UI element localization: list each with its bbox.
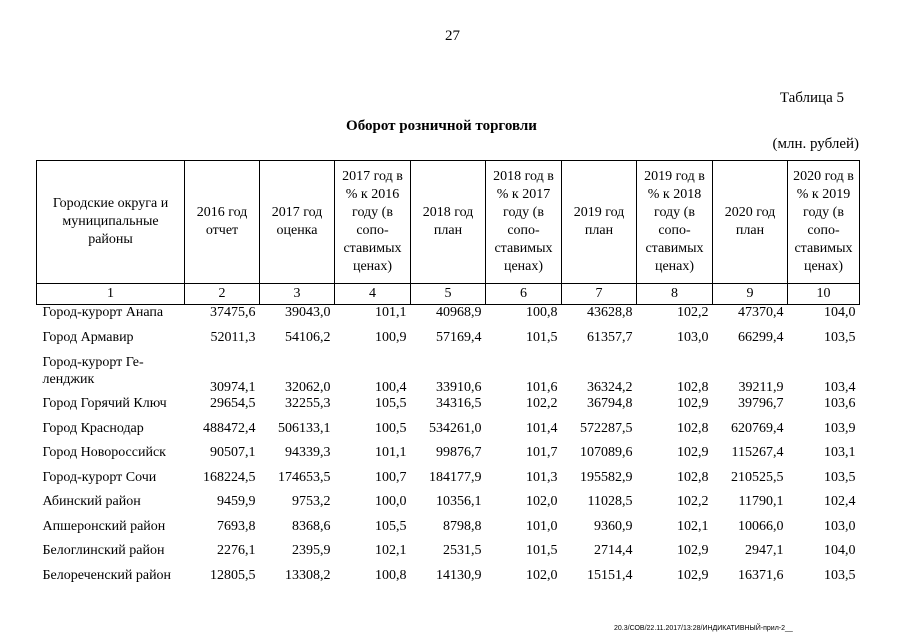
table-cell: 101,5	[526, 329, 558, 345]
table-cell: 2395,9	[292, 543, 331, 558]
table-cell: 101,1	[375, 445, 407, 460]
table-cell: 103,6	[824, 396, 856, 411]
table-cell: 102,4	[824, 494, 856, 509]
table-cell: 32062,0	[285, 380, 331, 395]
table-row	[37, 568, 860, 593]
table-title: Оборот розничной торговли	[346, 118, 537, 134]
table-row	[37, 494, 860, 519]
table-cell: 102,8	[677, 420, 709, 436]
table-cell: 107089,6	[580, 445, 633, 460]
table-cell: 103,5	[824, 567, 856, 583]
table-row	[37, 330, 860, 355]
table-cell: 15151,4	[587, 567, 633, 583]
row-name: Белореченский район	[42, 567, 172, 583]
table-cell: 54106,2	[285, 329, 331, 345]
table-cell: 36794,8	[587, 396, 633, 411]
table-cell: 102,8	[677, 469, 709, 485]
table-cell: 104,0	[824, 543, 856, 558]
table-cell: 7693,8	[217, 518, 256, 534]
table-cell: 32255,3	[285, 396, 331, 411]
table-cell: 11790,1	[738, 494, 784, 509]
table-cell: 29654,5	[210, 396, 256, 411]
table-cell: 195582,9	[580, 469, 633, 485]
column-header: 2016 год отчет	[185, 161, 260, 284]
column-header: 2017 год оценка	[260, 161, 335, 284]
page-number: 27	[445, 28, 460, 44]
table-cell: 506133,1	[278, 420, 331, 436]
table-cell: 90507,1	[210, 445, 256, 460]
table-cell: 115267,4	[731, 445, 784, 460]
row-name: Город Новороссийск	[42, 445, 166, 460]
table-cell: 102,1	[677, 518, 709, 534]
column-header: Городские округа и муниципальные районы	[37, 161, 185, 284]
row-name: Город-курорт Анапа	[42, 305, 164, 320]
table-cell: 101,1	[375, 305, 407, 320]
table-cell: 100,5	[375, 420, 407, 436]
column-header: 2018 год в % к 2017 году (в сопо-ставимых ценах)	[486, 161, 562, 284]
table-cell: 14130,9	[436, 567, 482, 583]
table-cell: 34316,5	[436, 396, 482, 411]
table-row	[37, 445, 860, 470]
column-number: 6	[486, 284, 562, 305]
table-row	[37, 421, 860, 446]
row-name: Город Горячий Ключ	[42, 396, 167, 411]
table-cell: 101,4	[526, 420, 558, 436]
row-name: Город Краснодар	[42, 420, 144, 436]
table-cell: 102,9	[677, 543, 709, 558]
column-header: 2020 год в % к 2019 году (в сопо-ставимых ценах)	[788, 161, 860, 284]
table-cell: 102,0	[526, 567, 558, 583]
table-cell: 102,1	[375, 543, 407, 558]
table-cell: 101,5	[526, 543, 558, 558]
table-cell: 104,0	[824, 305, 856, 320]
table-cell: 13308,2	[285, 567, 331, 583]
table-cell: 57169,4	[436, 329, 482, 345]
table-cell: 8368,6	[292, 518, 331, 534]
column-header: 2017 год в % к 2016 году (в сопо-ставимых ценах)	[335, 161, 411, 284]
table-cell: 12805,5	[210, 567, 256, 583]
table-cell: 9753,2	[292, 494, 331, 509]
table-cell: 103,1	[824, 445, 856, 460]
header-row	[37, 161, 860, 284]
table-cell: 103,9	[824, 420, 856, 436]
column-number: 9	[713, 284, 788, 305]
table-cell: 39211,9	[738, 380, 784, 395]
column-number-row	[37, 284, 860, 305]
table-cell: 30974,1	[210, 380, 256, 395]
table-cell: 488472,4	[203, 420, 256, 436]
row-name: Абинский район	[42, 494, 141, 509]
table-cell: 10356,1	[436, 494, 482, 509]
table-row	[37, 519, 860, 544]
table-cell: 102,2	[677, 494, 709, 509]
table-row	[37, 396, 860, 421]
table-cell: 39796,7	[738, 396, 784, 411]
table-cell: 101,7	[526, 445, 558, 460]
table-cell: 102,2	[526, 396, 558, 411]
table-cell: 99876,7	[436, 445, 482, 460]
table-cell: 52011,3	[210, 329, 256, 345]
table-cell: 103,0	[824, 518, 856, 534]
table-cell: 10066,0	[738, 518, 784, 534]
footer-code: 20.3/СОВ/22.11.2017/13:28/ИНДИКАТИВНЫЙ-прил-2__	[614, 625, 793, 632]
table-cell: 534261,0	[429, 420, 482, 436]
table-cell: 100,0	[375, 494, 407, 509]
column-header: 2018 год план	[411, 161, 486, 284]
table-cell: 100,8	[526, 305, 558, 320]
table-cell: 184177,9	[429, 469, 482, 485]
table-cell: 103,5	[824, 329, 856, 345]
table-cell: 100,8	[375, 567, 407, 583]
table-row	[37, 543, 860, 568]
column-number: 2	[185, 284, 260, 305]
retail-turnover-table	[36, 160, 860, 592]
table-cell: 36324,2	[587, 380, 633, 395]
column-header: 2019 год в % к 2018 году (в сопо-ставимых ценах)	[637, 161, 713, 284]
table-row	[37, 354, 860, 396]
table-cell: 102,0	[526, 494, 558, 509]
table-cell: 39043,0	[285, 305, 331, 320]
table-cell: 103,0	[677, 329, 709, 345]
column-header: 2019 год план	[562, 161, 637, 284]
table-cell: 8798,8	[443, 518, 482, 534]
table-row	[37, 305, 860, 330]
table-cell: 100,4	[375, 380, 407, 395]
column-header: 2020 год план	[713, 161, 788, 284]
column-number: 10	[788, 284, 860, 305]
table-label: Таблица 5	[779, 90, 844, 106]
table-cell: 210525,5	[731, 469, 784, 485]
column-number: 3	[260, 284, 335, 305]
table-cell: 103,4	[824, 380, 856, 395]
table-cell: 101,6	[526, 380, 558, 395]
table-row	[37, 470, 860, 495]
column-number: 4	[335, 284, 411, 305]
column-number: 8	[637, 284, 713, 305]
table-cell: 105,5	[375, 396, 407, 411]
row-name: Белоглинский район	[42, 543, 165, 558]
table-cell: 174653,5	[278, 469, 331, 485]
table-cell: 94339,3	[285, 445, 331, 460]
table-cell: 102,9	[677, 396, 709, 411]
table-cell: 620769,4	[731, 420, 784, 436]
table-cell: 168224,5	[203, 469, 256, 485]
row-name: Город-курорт Ге-ленджик	[42, 355, 144, 387]
table-body	[37, 305, 860, 593]
table-cell: 100,7	[375, 469, 407, 485]
table-cell: 40968,9	[436, 305, 482, 320]
table-cell: 103,5	[824, 469, 856, 485]
table-cell: 16371,6	[738, 567, 784, 583]
column-number: 7	[562, 284, 637, 305]
row-name: Апшеронский район	[42, 518, 166, 534]
table-cell: 100,9	[375, 329, 407, 345]
table-cell: 2714,4	[594, 543, 633, 558]
table-cell: 2276,1	[217, 543, 256, 558]
table-cell: 102,2	[677, 305, 709, 320]
table-cell: 105,5	[375, 518, 407, 534]
table-cell: 102,9	[677, 567, 709, 583]
table-cell: 9459,9	[217, 494, 256, 509]
table-cell: 43628,8	[587, 305, 633, 320]
table-cell: 2947,1	[745, 543, 784, 558]
table-cell: 2531,5	[443, 543, 482, 558]
table-cell: 47370,4	[738, 305, 784, 320]
table-cell: 11028,5	[587, 494, 633, 509]
row-name: Город-курорт Сочи	[42, 469, 157, 485]
table-cell: 66299,4	[738, 329, 784, 345]
column-number: 5	[411, 284, 486, 305]
column-number: 1	[37, 284, 185, 305]
table-cell: 101,0	[526, 518, 558, 534]
table-cell: 572287,5	[580, 420, 633, 436]
table-cell: 102,9	[677, 445, 709, 460]
table-cell: 37475,6	[210, 305, 256, 320]
table-cell: 33910,6	[436, 380, 482, 395]
row-name: Город Армавир	[42, 329, 134, 345]
table-cell: 9360,9	[594, 518, 633, 534]
table-cell: 101,3	[526, 469, 558, 485]
table-cell: 61357,7	[587, 329, 633, 345]
table-cell: 102,8	[677, 380, 709, 395]
units-label: (млн. рублей)	[772, 136, 859, 152]
